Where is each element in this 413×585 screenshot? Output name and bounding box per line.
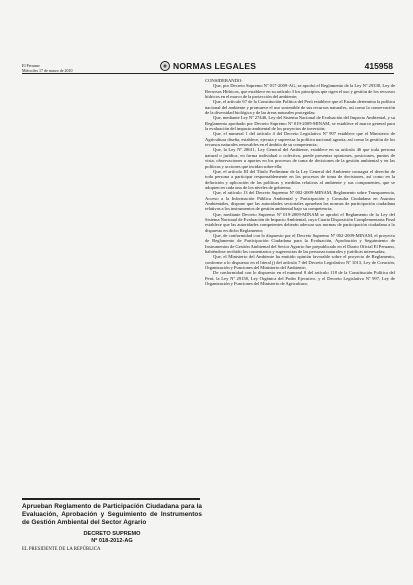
paragraph-1: Que, por Decreto Supremo Nº 017-2009-AG, se aprobó el Reglamento de la Ley Nº 29338, Ley de Recursos Hídricos, que establece en su artículo 3 los principios que rigen el uso y gestión de los recursos hídricos en el marco de la protección del ambiente; <box>205 83 395 100</box>
paragraph-2: Que, el artículo 67 de la Constitución Política del Perú establece que el Estado determina la política nacional del ambiente y promueve el uso sostenible de sus recursos naturales, así como la conservación de la diversidad biológica y de las áreas naturales protegidas; <box>205 99 395 116</box>
national-seal-icon <box>160 61 170 71</box>
section-title: NORMAS LEGALES <box>173 61 257 71</box>
paragraph-8: Que, mediante Decreto Supremo Nº 019-2009-MINAM se aprobó el Reglamento de la Ley del Sistema Nacional de Evaluación de Impacto Ambiental, cuya Cuarta Disposición Complementaria Final establece que las autoridades competentes deberán adecuar sus normas de participación ciudadana a lo dispuesto en dicho Reglamento; <box>205 211 395 233</box>
paragraph-3: Que, mediante Ley Nº 27446, Ley del Sistema Nacional de Evaluación del Impacto Ambiental, y su Reglamento aprobado por Decreto Supremo Nº 019-2009-MINAM, se establece el marco general para la evaluación del impacto ambiental de los proyectos de inversión; <box>205 115 395 132</box>
page-number: 415958 <box>364 61 393 71</box>
decree-block <box>22 503 202 553</box>
header-divider <box>22 73 394 74</box>
paragraph-7: Que, el artículo 13 del Decreto Supremo Nº 002-2009-MINAM, Reglamento sobre Transparencia, Acceso a la Información Pública Ambiental y Participación y Consulta Ciudadana en Asuntos Ambientales, dispone que las autoridades sectoriales aprueban las normas de participación ciudadana relativas a los instrumentos de gestión ambiental bajo su competencia; <box>205 190 395 212</box>
header-left <box>22 63 73 73</box>
paragraph-5: Que, la Ley Nº 28611, Ley General del Ambiente, establece en su artículo 46 que toda persona natural o jurídica, en forma individual o colectiva, puede presentar opiniones, posiciones, puntos de vista, observaciones u aportes en los procesos de toma de decisiones de la gestión ambiental y en las políticas y acciones que incidan sobre ella; <box>205 147 395 169</box>
page-header <box>0 0 413 73</box>
decree-title: Aprueban Reglamento de Participación Ciudadana para la Evaluación, Aprobación y Seguimiento de Instrumentos de Gestión Ambiental del Sector Agrario <box>22 503 202 526</box>
paragraph-6: Que, el artículo III del Título Preliminar de la Ley General del Ambiente consagra el derecho de toda persona a participar responsablemente en los procesos de toma de decisiones, así como en la definición y aplicación de las políticas y medidas relativas al ambiente y sus componentes, que se adopten en cada uno de los niveles de gobierno; <box>205 168 395 190</box>
right-text-column <box>205 78 395 568</box>
paragraph-9: Que, de conformidad con lo dispuesto por el Decreto Supremo Nº 002-2009-MINAM, el proyecto de Reglamento de Participación Ciudadana para la Evaluación, Aprobación y Seguimiento de Instrumentos de Gestión Ambiental del Sector Agrario fue prepublicado en el Diario Oficial El Peruano, habiéndose recibido los comentarios y sugerencias de las personas naturales y jurídicas interesadas; <box>205 232 395 254</box>
considering-label: CONSIDERANDO: <box>205 78 243 83</box>
decree-intro: EL PRESIDENTE DE LA REPÚBLICA <box>22 547 101 553</box>
decree-divider <box>22 498 200 500</box>
decree-type: DECRETO SUPREMO <box>83 531 141 538</box>
issue-date: Miércoles 17 de marzo de 2010 <box>22 68 73 73</box>
newspaper-name: El Peruano <box>22 63 40 68</box>
header-center <box>160 61 256 71</box>
paragraph-10: Que, el Ministerio del Ambiente ha emitido opinión favorable sobre el proyecto de Reglamento, conforme a lo dispuesto en el literal j) del artículo 7 del Decreto Legislativo Nº 1013, Ley de Creación, Organización y Funciones del Ministerio del Ambiente; <box>205 254 395 271</box>
paragraph-11: De conformidad con lo dispuesto en el numeral 8 del artículo 118 de la Constitución Política del Perú, la Ley Nº 29158, Ley Orgánica del Poder Ejecutivo, y el Decreto Legislativo Nº 997, Ley de Organización y Funciones del Ministerio de Agricultura; <box>205 270 395 287</box>
decree-number: Nº 018-2012-AG <box>91 537 133 544</box>
paragraph-4: Que, el numeral 1 del artículo 4 del Decreto Legislativo Nº 997 establece que el Ministerio de Agricultura diseña, establece, ejecuta y supervisa la política nacional agraria, así como la gestión de los recursos naturales renovables en el ámbito de su competencia; <box>205 131 395 148</box>
